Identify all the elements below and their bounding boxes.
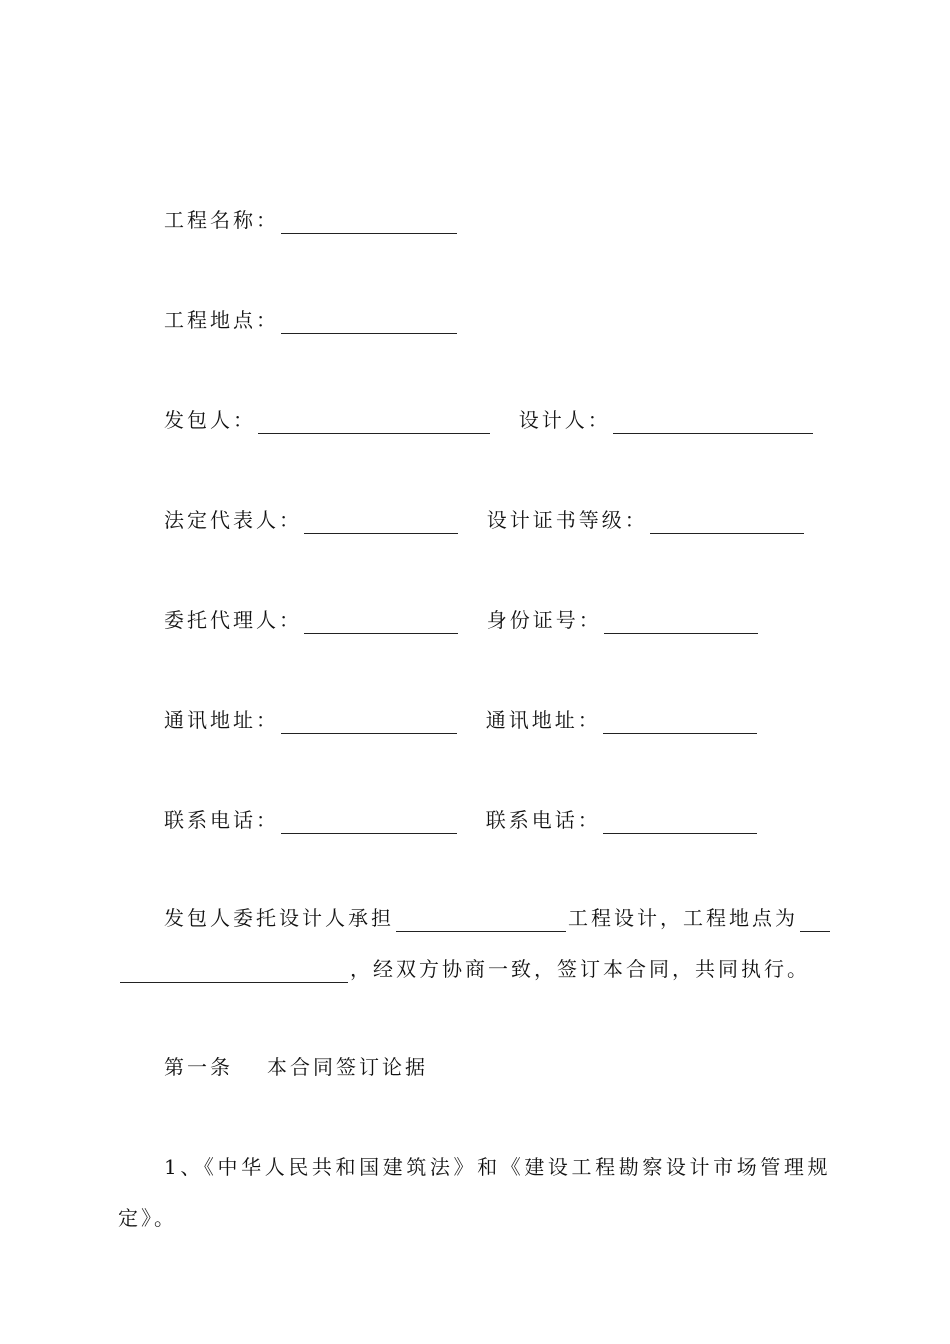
article1-heading <box>164 1053 428 1081</box>
id-number-blank <box>604 613 758 634</box>
para1-part3: ，经双方协商一致，签订本合同，共同执行。 <box>350 957 810 981</box>
para1-line1 <box>164 904 832 932</box>
address-blank-left <box>281 713 457 734</box>
agent-blank <box>304 613 458 634</box>
employer-label: 发包人： <box>164 408 256 432</box>
designer-blank <box>613 413 813 434</box>
designer-label: 设计人： <box>518 408 611 432</box>
phone-label-right: 联系电话： <box>485 808 601 832</box>
phone-blank-right <box>603 813 757 834</box>
project-name-label: 工程名称： <box>164 208 279 232</box>
article1-number: 第一条 <box>164 1055 233 1079</box>
para1-line2 <box>118 955 810 983</box>
legal-rep-label: 法定代表人： <box>164 508 302 532</box>
item1-line1: 1、《中华人民共和国建筑法》和《建设工程勘察设计市场管理规 <box>164 1155 832 1179</box>
item1-line2: 定》。 <box>118 1206 177 1230</box>
para1-location-blank-end <box>120 962 348 983</box>
project-name-blank <box>281 213 457 234</box>
cert-grade-blank <box>650 513 804 534</box>
agent-row <box>164 606 760 634</box>
address-label-left: 通讯地址： <box>164 708 279 732</box>
project-location-row <box>164 306 459 334</box>
phone-label-left: 联系电话： <box>164 808 279 832</box>
address-row <box>164 706 759 734</box>
article1-title: 本合同签订论据 <box>267 1055 428 1079</box>
phone-row <box>164 806 759 834</box>
project-name-row <box>164 206 459 234</box>
phone-blank-left <box>281 813 457 834</box>
address-label-right: 通讯地址： <box>485 708 601 732</box>
employer-blank <box>258 413 490 434</box>
legal-rep-blank <box>304 513 458 534</box>
para1-location-blank-start <box>800 911 830 932</box>
legal-rep-row <box>164 506 806 534</box>
project-location-label: 工程地点： <box>164 308 279 332</box>
id-number-label: 身份证号： <box>486 608 602 632</box>
address-blank-right <box>603 713 757 734</box>
party-row <box>164 406 815 434</box>
para1-part1: 发包人委托设计人承担 <box>164 906 394 930</box>
para1-project-blank <box>396 911 566 932</box>
para1-part2: 工程设计，工程地点为 <box>568 906 798 930</box>
project-location-blank <box>281 313 457 334</box>
agent-label: 委托代理人： <box>164 608 302 632</box>
cert-grade-label: 设计证书等级： <box>486 508 648 532</box>
